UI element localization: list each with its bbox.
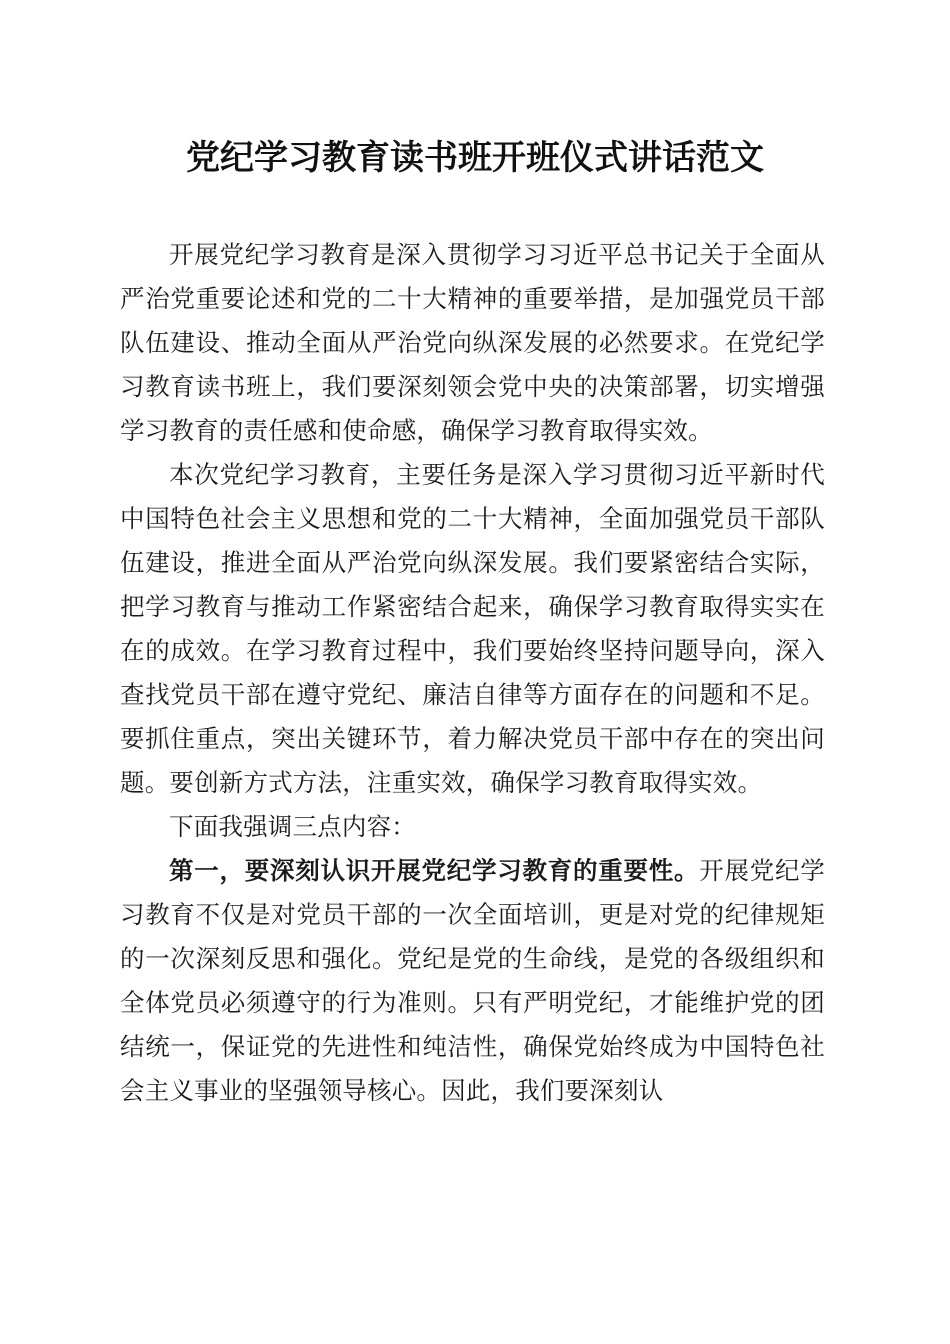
paragraph-three-points-intro: 下面我强调三点内容： [169,812,416,841]
paragraph-intro: 开展党纪学习教育是深入贯彻学习习近平总书记关于全面从严治党重要论述和党的二十大精神的重要举措，是加强党员干部队伍建设、推动全面从严治党向纵深发展的必然要求。在党纪学习教育读书班上，我们要深刻领会党中央的决策部署，切实增强学习教育的责任感和使命感，确保学习教育取得实效。 [120,240,825,445]
paragraph-point-one [120,849,825,1113]
document-title: 党纪学习教育读书班开班仪式讲话范文 [186,138,764,178]
document-body [120,233,825,1113]
point-one-text: 开展党纪学习教育不仅是对党员干部的一次全面培训，更是对党的纪律规矩的一次深刻反思和强化。党纪是党的生命线，是党的各级组织和全体党员必须遵守的行为准则。只有严明党纪，才能维护党的团结统一，保证党的先进性和纯洁性，确保党始终成为中国特色社会主义事业的坚强领导核心。因此，我们要深刻认 [120,856,826,1105]
paragraph-main-tasks: 本次党纪学习教育，主要任务是深入学习贯彻习近平新时代中国特色社会主义思想和党的二十大精神，全面加强党员干部队伍建设，推进全面从严治党向纵深发展。我们要紧密结合实际，把学习教育与推动工作紧密结合起来，确保学习教育取得实实在在的成效。在学习教育过程中，我们要始终坚持问题导向，深入查找党员干部在遵守党纪、廉洁自律等方面存在的问题和不足。要抓住重点，突出关键环节，着力解决党员干部中存在的突出问题。要创新方式方法，注重实效，确保学习教育取得实效。 [120,460,825,797]
point-one-heading: 第一，要深刻认识开展党纪学习教育的重要性。 [169,856,700,885]
